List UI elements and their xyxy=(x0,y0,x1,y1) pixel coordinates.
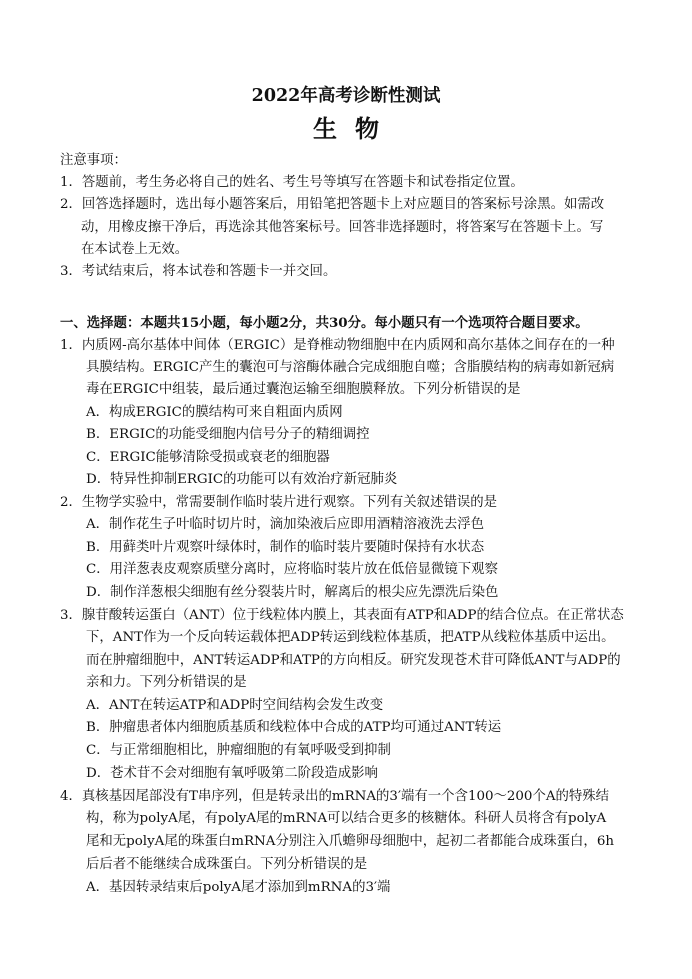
question-4-stem: 4．真核基因尾部没有T串序列，但是转录出的mRNA的3′端有一个含100～200个A的特殊结 xyxy=(60,789,610,804)
question-2-option-a: A．制作花生子叶临时切片时，滴加染液后应即用酒精溶液洗去浮色 xyxy=(86,517,484,532)
question-3-option-b: B．肿瘤患者体内细胞质基质和线粒体中合成的ATP均可通过ANT转运 xyxy=(86,720,502,735)
notice-heading: 注意事项： xyxy=(60,153,127,168)
question-4-stem: 构，称为polyA尾，有polyA尾的mRNA可以结合更多的核糖体。科研人员将含有polyA xyxy=(86,811,607,826)
question-2-option-b: B．用藓类叶片观察叶绿体时，制作的临时装片要随时保持有水状态 xyxy=(86,540,485,555)
question-4-stem: 后后者不能继续合成珠蛋白。下列分析错误的是 xyxy=(86,857,368,872)
question-3-option-c: C．与正常细胞相比，肿瘤细胞的有氧呼吸受到抑制 xyxy=(86,743,391,758)
question-4-option-a: A．基因转录结束后polyA尾才添加到mRNA的3′端 xyxy=(86,880,391,895)
question-4-stem: 尾和无polyA尾的珠蛋白mRNA分别注入爪蟾卵母细胞中，起初二者都能合成珠蛋白，6h xyxy=(86,834,614,849)
question-3-option-d: D．苍术苷不会对细胞有氧呼吸第二阶段造成影响 xyxy=(86,766,378,781)
notice-item-2-cont: 在本试卷上无效。 xyxy=(81,242,189,257)
question-3-stem: 下，ANT作为一个反向转运载体把ADP转运到线粒体基质，把ATP从线粒体基质中运出。 xyxy=(86,630,615,645)
question-2-option-d: D．制作洋葱根尖细胞有丝分裂装片时，解离后的根尖应先漂洗后染色 xyxy=(86,585,499,600)
notice-item-2-cont: 动，用橡皮擦干净后，再选涂其他答案标号。回答非选择题时，将答案写在答题卡上。写 xyxy=(81,220,604,235)
section-heading: 一、选择题：本题共15小题，每小题2分，共30分。每小题只有一个选项符合题目要求。 xyxy=(60,315,589,331)
question-1-option-b: B．ERGIC的功能受细胞内信号分子的精细调控 xyxy=(86,427,370,442)
question-3-stem: 而在肿瘤细胞中，ANT转运ADP和ATP的方向相反。研究发现苍术苷可降低ANT与ADP的 xyxy=(86,653,621,668)
question-1-stem: 具膜结构。ERGIC产生的囊泡可与溶酶体融合完成细胞自噬；含脂膜结构的病毒如新冠病 xyxy=(86,360,615,375)
notice-item-2: 2．回答选择题时，选出每小题答案后，用铅笔把答题卡上对应题目的答案标号涂黑。如需改 xyxy=(60,197,605,212)
question-1-option-a: A．构成ERGIC的膜结构可来自粗面内质网 xyxy=(86,405,343,420)
question-1-option-c: C．ERGIC能够清除受损或衰老的细胞器 xyxy=(86,450,330,465)
notice-item-1: 1．答题前，考生务必将自己的姓名、考生号等填写在答题卡和试卷指定位置。 xyxy=(60,175,524,190)
question-1-option-d: D．特异性抑制ERGIC的功能可以有效治疗新冠肺炎 xyxy=(86,472,398,487)
exam-title: 2022年高考诊断性测试 xyxy=(251,86,441,106)
question-2-stem: 2．生物学实验中，常需要制作临时装片进行观察。下列有关叙述错误的是 xyxy=(60,495,498,510)
question-3-stem: 3．腺苷酸转运蛋白（ANT）位于线粒体内膜上，其表面有ATP和ADP的结合位点。在正常状态 xyxy=(60,608,624,623)
question-1-stem: 毒在ERGIC中组装，最后通过囊泡运输至细胞膜释放。下列分析错误的是 xyxy=(86,382,521,397)
notice-item-3: 3．考试结束后，将本试卷和答题卡一并交回。 xyxy=(60,264,337,279)
question-1-stem: 1．内质网-高尔基体中间体（ERGIC）是脊椎动物细胞中在内质网和高尔基体之间存在的一种 xyxy=(60,338,615,353)
question-3-option-a: A．ANT在转运ATP和ADP时空间结构会发生改变 xyxy=(86,698,384,713)
question-3-stem: 亲和力。下列分析错误的是 xyxy=(86,675,247,690)
subject-title: 生物 xyxy=(313,114,397,143)
question-2-option-c: C．用洋葱表皮观察质壁分离时，应将临时装片放在低倍显微镜下观察 xyxy=(86,562,498,577)
